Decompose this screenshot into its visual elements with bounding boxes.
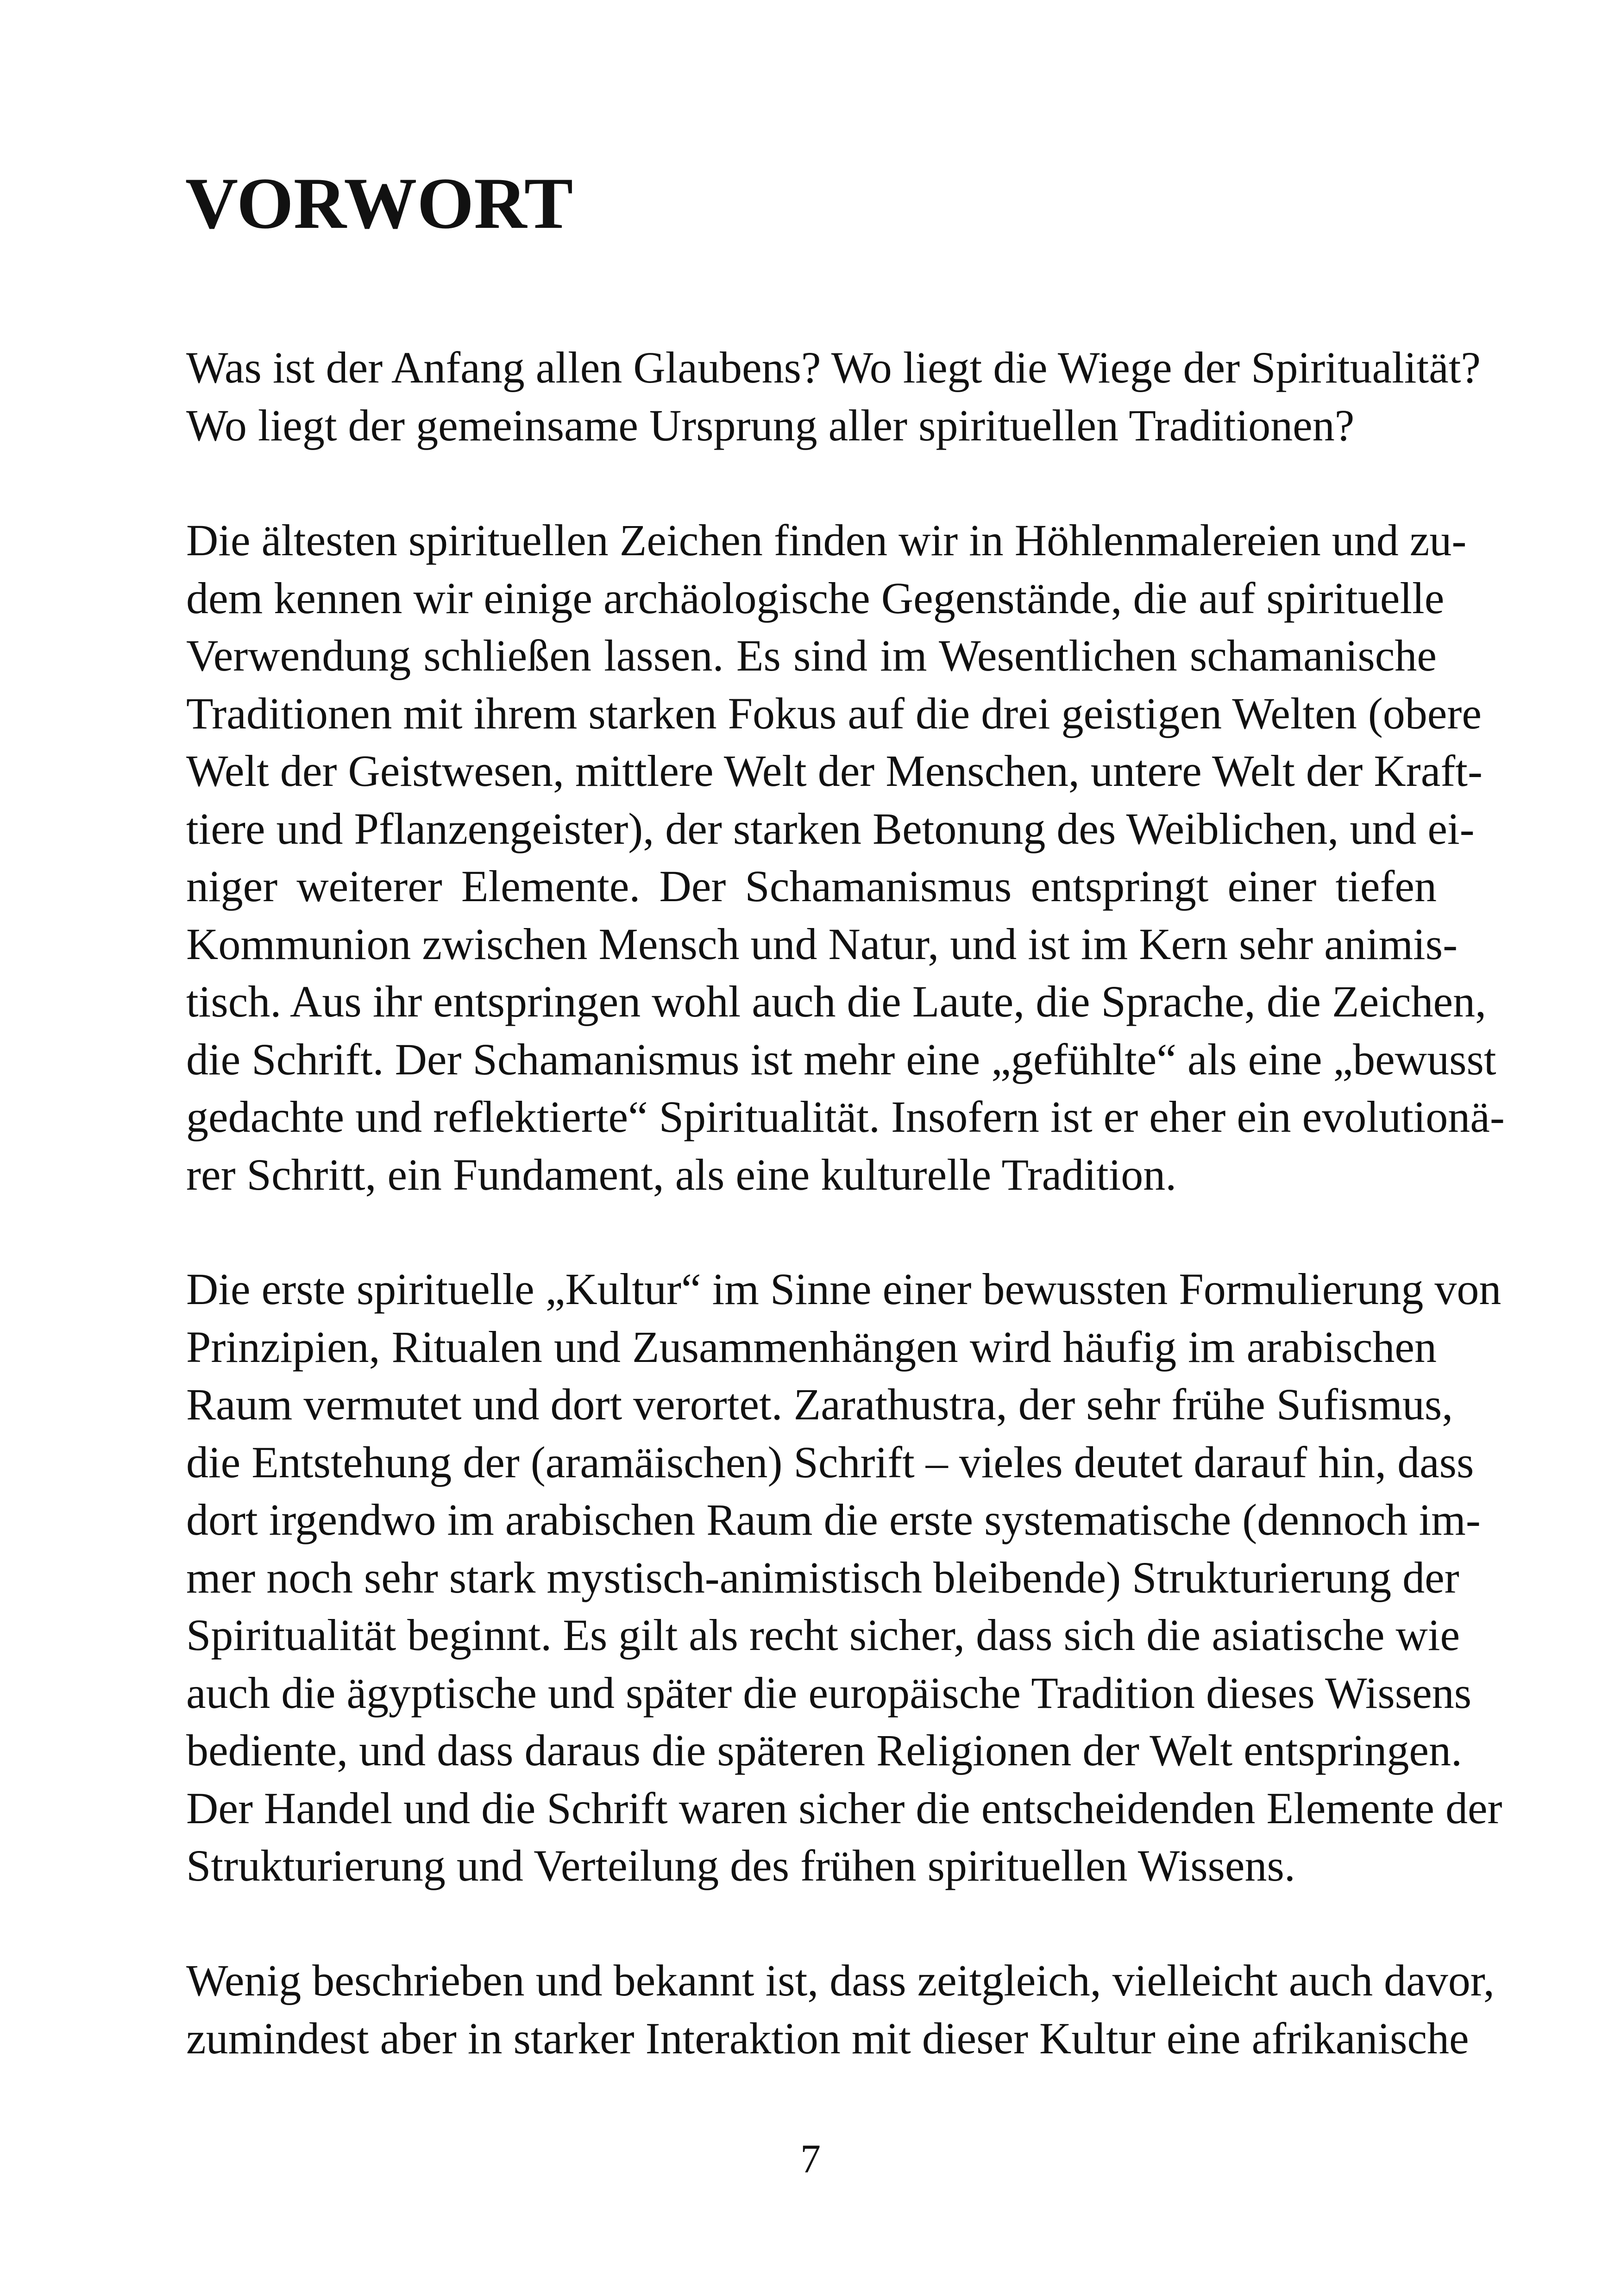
- text-line: Die ältesten spirituellen Zeichen finden wir in Höhlenmalereien und zu-: [186, 515, 1467, 565]
- text-line: Welt der Geistwesen, mittlere Welt der Menschen, untere Welt der Kraft-: [186, 746, 1483, 796]
- paragraph-2: [186, 512, 1505, 1204]
- page-number: 7: [800, 2137, 821, 2182]
- text-line: dem kennen wir einige archäologische Gegenstände, die auf spirituelle: [186, 573, 1445, 623]
- text-line: Wo liegt der gemeinsame Ursprung aller spirituellen Traditionen?: [186, 400, 1355, 450]
- text-line: tiere und Pflanzengeister), der starken Betonung des Weiblichen, und ei-: [186, 803, 1475, 853]
- text-line: die Entstehung der (aramäischen) Schrift – vieles deutet darauf hin, dass: [186, 1437, 1474, 1487]
- paragraph-1: [186, 339, 1481, 454]
- text-line: gedachte und reflektierte“ Spiritualität. Insofern ist er eher ein evolutionä-: [186, 1092, 1505, 1142]
- text-line: die Schrift. Der Schamanismus ist mehr eine „gefühlte“ als eine „bewusst: [186, 1034, 1496, 1084]
- text-line: Verwendung schließen lassen. Es sind im Wesentlichen schamanische: [186, 631, 1437, 680]
- chapter-title: VORWORT: [185, 163, 573, 244]
- text-line: bediente, und dass daraus die späteren Religionen der Welt entspringen.: [186, 1725, 1463, 1775]
- paragraph-4: [186, 1952, 1495, 2067]
- text-line: Was ist der Anfang allen Glaubens? Wo liegt die Wiege der Spiritualität?: [186, 343, 1481, 392]
- text-line: Spiritualität beginnt. Es gilt als recht sicher, dass sich die asiatische wie: [186, 1610, 1460, 1660]
- text-line: auch die ägyptische und später die europäische Tradition dieses Wissens: [186, 1668, 1472, 1718]
- text-line: Raum vermutet und dort verortet. Zarathustra, der sehr frühe Sufismus,: [186, 1380, 1453, 1429]
- text-line: Traditionen mit ihrem starken Fokus auf die drei geistigen Welten (obere: [186, 688, 1482, 738]
- text-line: tisch. Aus ihr entspringen wohl auch die Laute, die Sprache, die Zeichen,: [186, 977, 1487, 1026]
- text-line: Prinzipien, Ritualen und Zusammenhängen wird häufig im arabischen: [186, 1322, 1437, 1372]
- text-line: mer noch sehr stark mystisch-animistisch bleibende) Strukturierung der: [186, 1552, 1459, 1602]
- text-line: Die erste spirituelle „Kultur“ im Sinne einer bewussten Formulierung von: [186, 1264, 1502, 1314]
- text-line: rer Schritt, ein Fundament, als eine kulturelle Tradition.: [186, 1149, 1177, 1199]
- text-line: Strukturierung und Verteilung des frühen spirituellen Wissens.: [186, 1841, 1295, 1890]
- text-line: Kommunion zwischen Mensch und Natur, und ist im Kern sehr animis-: [186, 919, 1458, 969]
- text-line: niger weiterer Elemente. Der Schamanismus entspringt einer tiefen: [186, 861, 1437, 911]
- text-line: Wenig beschrieben und bekannt ist, dass zeitgleich, vielleicht auch davor,: [186, 1956, 1495, 2005]
- text-line: Der Handel und die Schrift waren sicher die entscheidenden Elemente der: [186, 1783, 1502, 1833]
- paragraph-3: [186, 1261, 1502, 1895]
- text-line: zumindest aber in starker Interaktion mit dieser Kultur eine afrikanische: [186, 2013, 1469, 2063]
- text-line: dort irgendwo im arabischen Raum die erste systematische (dennoch im-: [186, 1495, 1481, 1544]
